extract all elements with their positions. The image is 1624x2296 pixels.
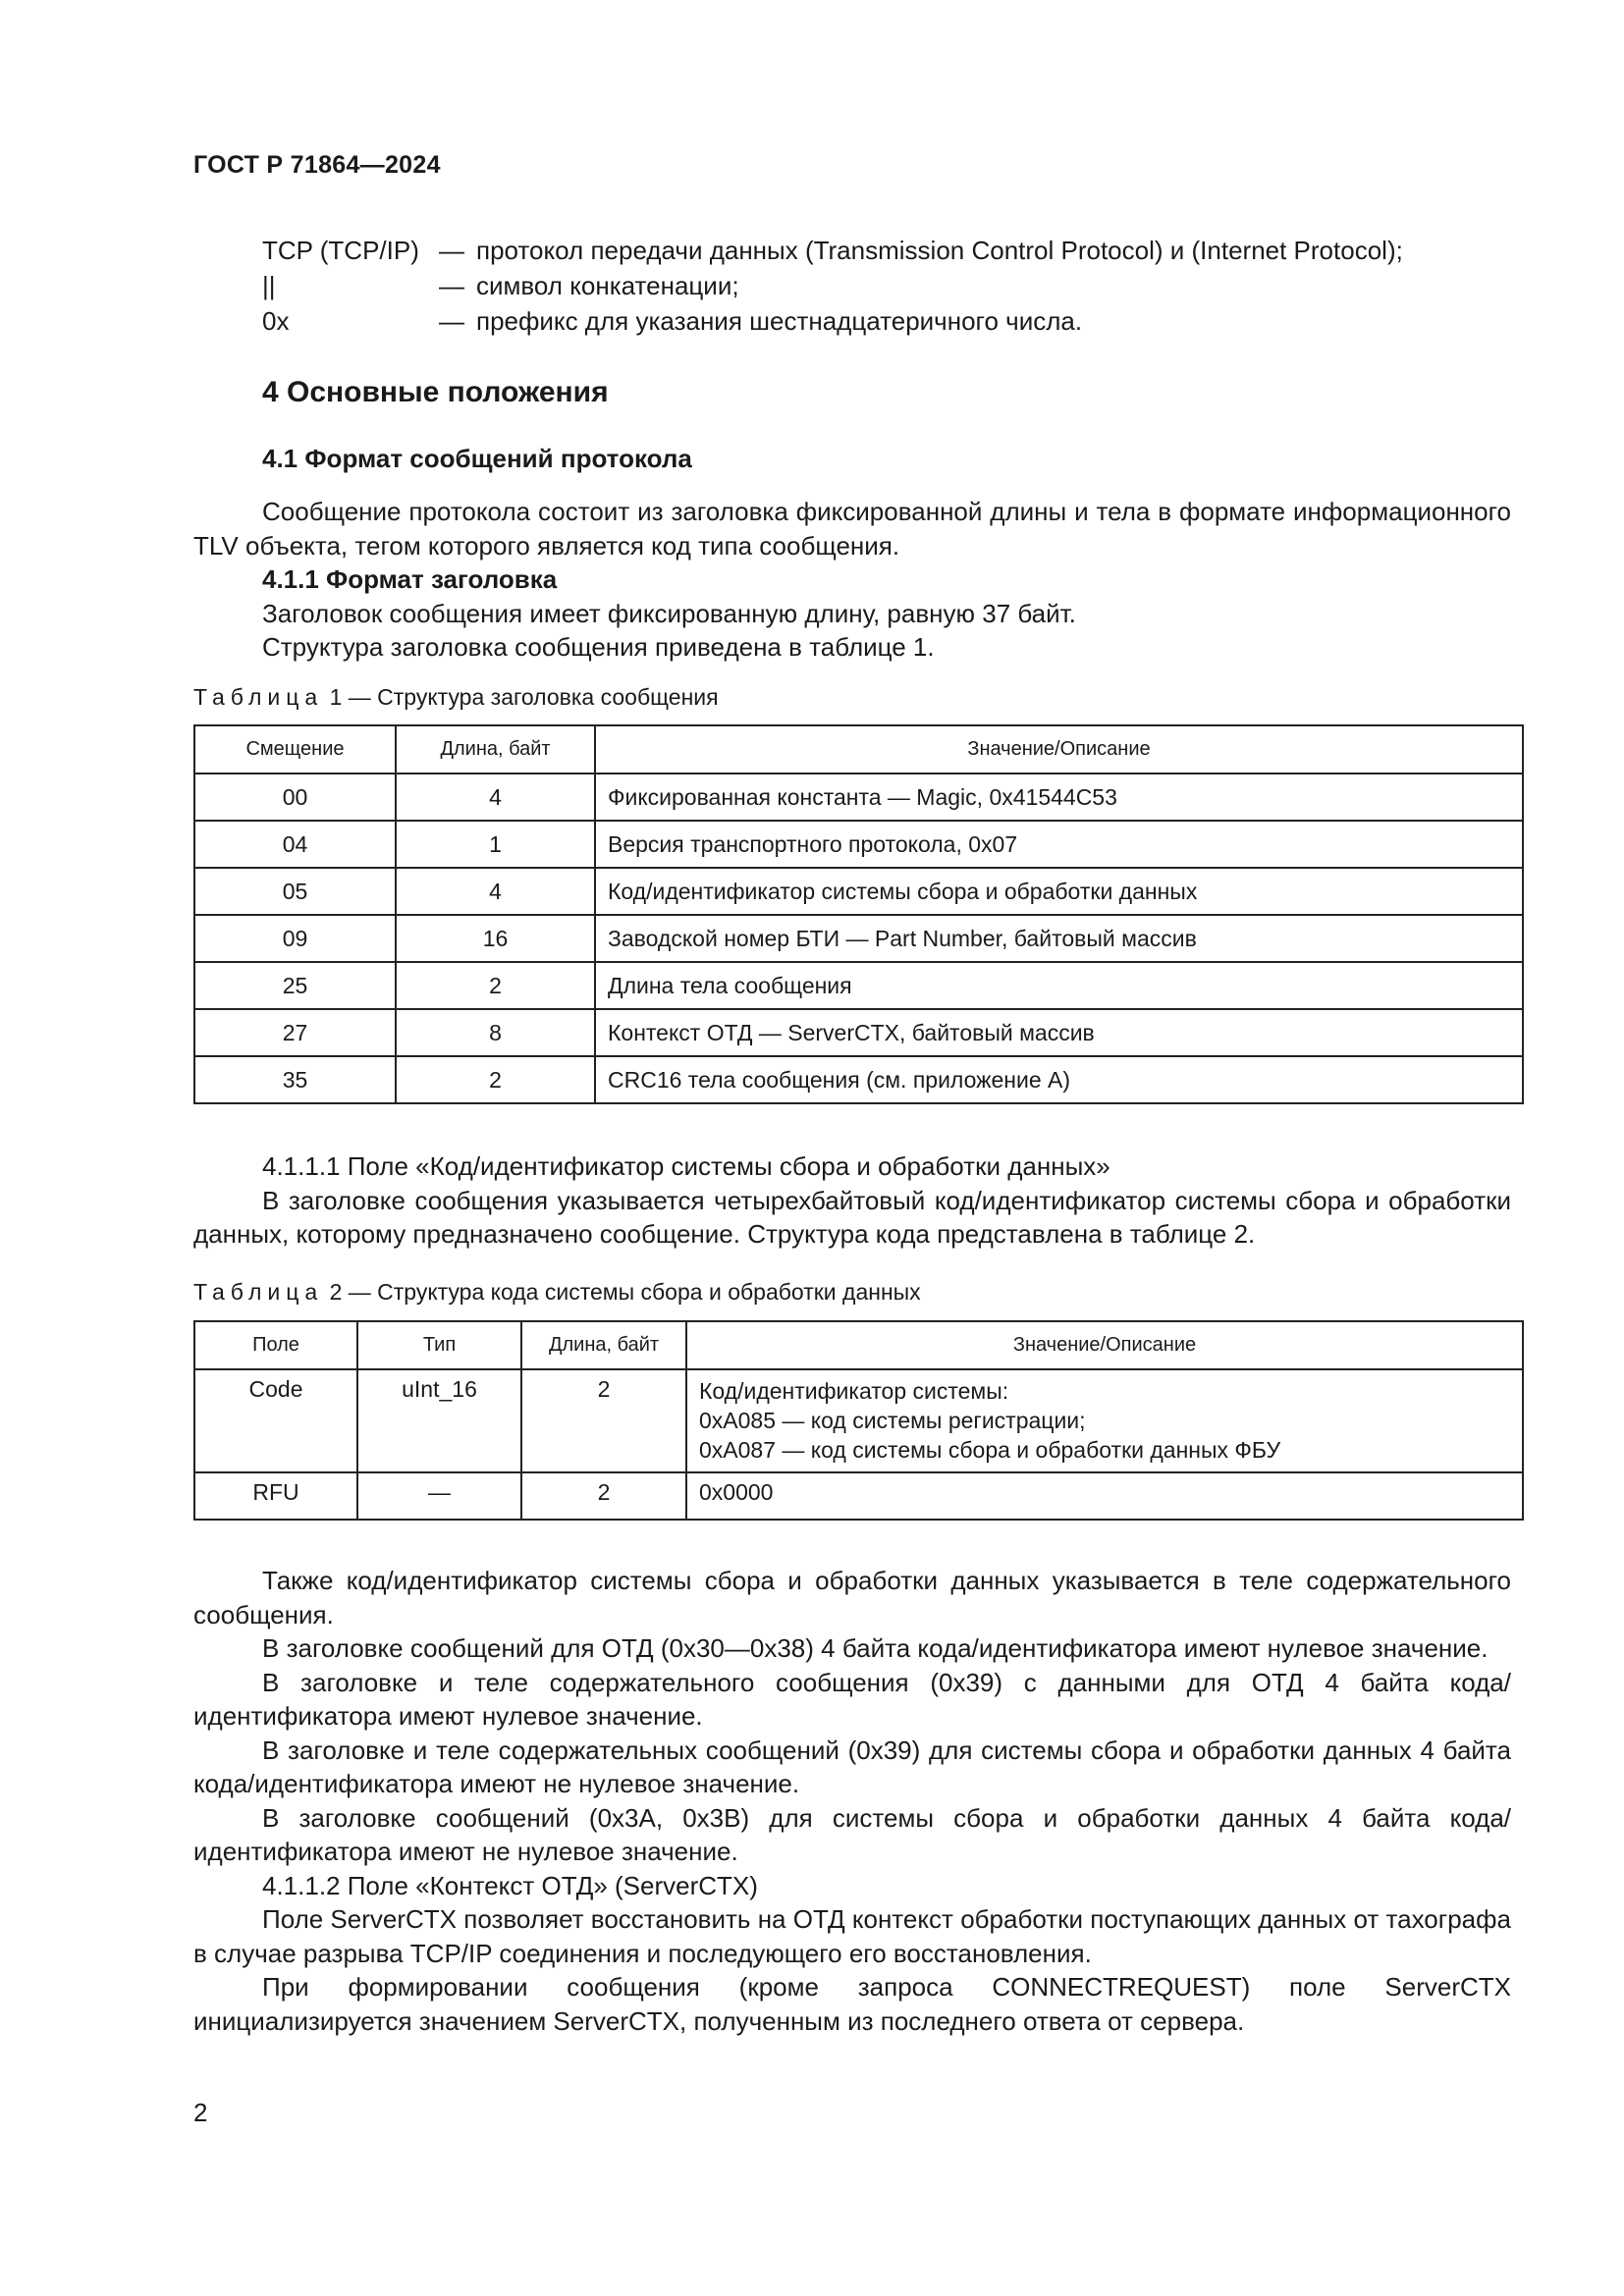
- length-cell: 4: [396, 774, 595, 821]
- table-row: [194, 915, 1523, 962]
- field-code-heading: 4.1.1.1 Поле «Код/идентификатор системы сбора и обработки данных»: [262, 1151, 1110, 1181]
- section-heading: 4 Основные положения: [262, 376, 609, 408]
- body-text-block: [193, 1564, 1511, 2038]
- abbreviation-dash: —: [439, 236, 464, 265]
- description-cell: Версия транспортного протокола, 0x07: [595, 821, 1523, 868]
- abbreviation-item: [262, 268, 1403, 303]
- header-format-heading: 4.1.1 Формат заголовка: [262, 564, 558, 594]
- length-cell: 16: [396, 915, 595, 962]
- column-header: Длина, байт: [521, 1321, 686, 1369]
- abbreviation-term: 0x: [262, 306, 290, 336]
- abbreviation-term: ||: [262, 271, 276, 300]
- abbreviation-dash: —: [439, 306, 464, 336]
- table-caption-word: Таблица: [193, 1279, 324, 1305]
- field-cell: Code: [194, 1369, 357, 1472]
- body-paragraph: Поле ServerCTX позволяет восстановить на ОТД контекст обработки поступающих данных от тахографа в случае разрыва TCP/IP соединения и последующего его восстановления.: [193, 1904, 1511, 1968]
- table-row: [194, 868, 1523, 915]
- length-cell: 2: [521, 1369, 686, 1472]
- column-header: Значение/Описание: [595, 725, 1523, 774]
- abbreviation-definition: символ конкатенации;: [476, 271, 739, 300]
- description-cell: Контекст ОТД — ServerCTX, байтовый массив: [595, 1009, 1523, 1056]
- page-number: 2: [193, 2098, 208, 2127]
- body-paragraph: В заголовке и теле содержательных сообщений (0x39) для системы сбора и обработки данных 4 байта кода/идентификатора имеют не нулевое значение.: [193, 1735, 1511, 1798]
- type-cell: uInt_16: [357, 1369, 521, 1472]
- offset-cell: 27: [194, 1009, 396, 1056]
- offset-cell: 04: [194, 821, 396, 868]
- field-cell: RFU: [194, 1472, 357, 1520]
- table-row: [194, 821, 1523, 868]
- description-line: 0xA087 — код системы сбора и обработки данных ФБУ: [699, 1437, 1281, 1463]
- offset-cell: 05: [194, 868, 396, 915]
- table2-caption: [193, 1279, 921, 1306]
- description-cell: [686, 1369, 1523, 1472]
- table-row: [194, 1472, 1523, 1520]
- description-cell: Длина тела сообщения: [595, 962, 1523, 1009]
- offset-cell: 00: [194, 774, 396, 821]
- length-cell: 2: [396, 1056, 595, 1103]
- intro-paragraph: Сообщение протокола состоит из заголовка фиксированной длины и тела в формате информационного TLV объекта, тегом которого является код типа сообщения.: [193, 497, 1511, 561]
- offset-cell: 09: [194, 915, 396, 962]
- subsection-heading: 4.1 Формат сообщений протокола: [262, 444, 692, 473]
- header-format-block: [193, 495, 1511, 665]
- column-header: Значение/Описание: [686, 1321, 1523, 1369]
- length-cell: 8: [396, 1009, 595, 1056]
- body-paragraph: В заголовке сообщений (0x3A, 0x3B) для системы сбора и обработки данных 4 байта кода/идентификатора имеют не нулевое значение.: [193, 1802, 1511, 1866]
- description-line: Код/идентификатор системы:: [699, 1378, 1009, 1404]
- body-paragraph: При формировании сообщения (кроме запроса CONNECTREQUEST) поле ServerCTX инициализируется значением ServerCTX, полученным из последнего ответа от сервера.: [193, 1972, 1511, 2036]
- header-format-line: Заголовок сообщения имеет фиксированную длину, равную 37 байт.: [262, 598, 1076, 628]
- abbreviation-item: [262, 303, 1403, 339]
- abbreviation-definition: префикс для указания шестнадцатеричного числа.: [476, 306, 1083, 336]
- description-cell: Код/идентификатор системы сбора и обработки данных: [595, 868, 1523, 915]
- description-line: 0xA085 — код системы регистрации;: [699, 1408, 1086, 1433]
- length-cell: 2: [396, 962, 595, 1009]
- abbreviation-term: TCP (TCP/IP): [262, 236, 419, 265]
- table2-code-structure: [193, 1320, 1524, 1521]
- table-row: [194, 1056, 1523, 1103]
- description-cell: 0x0000: [686, 1472, 1523, 1520]
- description-cell: CRC16 тела сообщения (см. приложение А): [595, 1056, 1523, 1103]
- table-caption-text: 2 — Структура кода системы сбора и обработки данных: [323, 1279, 921, 1305]
- table-caption-text: 1 — Структура заголовка сообщения: [323, 684, 719, 710]
- abbreviation-list: [262, 233, 1403, 339]
- abbreviation-dash: —: [439, 271, 464, 300]
- column-header: Смещение: [194, 725, 396, 774]
- offset-cell: 25: [194, 962, 396, 1009]
- table-caption-word: Таблица: [193, 684, 324, 710]
- standard-header: ГОСТ Р 71864—2024: [193, 151, 441, 179]
- table1-header-structure: [193, 724, 1524, 1104]
- field-ctx-heading: 4.1.1.2 Поле «Контекст ОТД» (ServerCTX): [262, 1870, 758, 1900]
- length-cell: 4: [396, 868, 595, 915]
- field-code-block: [193, 1149, 1511, 1252]
- body-paragraph: Также код/идентификатор системы сбора и обработки данных указывается в теле содержательного сообщения.: [193, 1566, 1511, 1629]
- description-cell: Фиксированная константа — Magic, 0x41544C53: [595, 774, 1523, 821]
- column-header: Длина, байт: [396, 725, 595, 774]
- body-paragraph: В заголовке и теле содержательного сообщения (0x39) с данными для ОТД 4 байта кода/идентификатора имеют нулевое значение.: [193, 1667, 1511, 1731]
- column-header: Тип: [357, 1321, 521, 1369]
- field-code-paragraph: В заголовке сообщения указывается четырехбайтовый код/идентификатор системы сбора и обработки данных, которому предназначено сообщение. Структура кода представлена в таблице 2.: [193, 1185, 1511, 1249]
- length-cell: 2: [521, 1472, 686, 1520]
- table-row: [194, 1369, 1523, 1472]
- type-cell: —: [357, 1472, 521, 1520]
- length-cell: 1: [396, 821, 595, 868]
- table-row: [194, 962, 1523, 1009]
- abbreviation-item: [262, 233, 1403, 268]
- abbreviation-definition: протокол передачи данных (Transmission Control Protocol) и (Internet Protocol);: [476, 236, 1403, 265]
- header-format-line: Структура заголовка сообщения приведена в таблице 1.: [262, 632, 935, 662]
- description-cell: Заводской номер БТИ — Part Number, байтовый массив: [595, 915, 1523, 962]
- offset-cell: 35: [194, 1056, 396, 1103]
- table-row: [194, 774, 1523, 821]
- table1-caption: [193, 684, 719, 711]
- body-paragraph: В заголовке сообщений для ОТД (0x30—0x38) 4 байта кода/идентификатора имеют нулевое значение.: [262, 1633, 1489, 1663]
- table-row: [194, 1009, 1523, 1056]
- column-header: Поле: [194, 1321, 357, 1369]
